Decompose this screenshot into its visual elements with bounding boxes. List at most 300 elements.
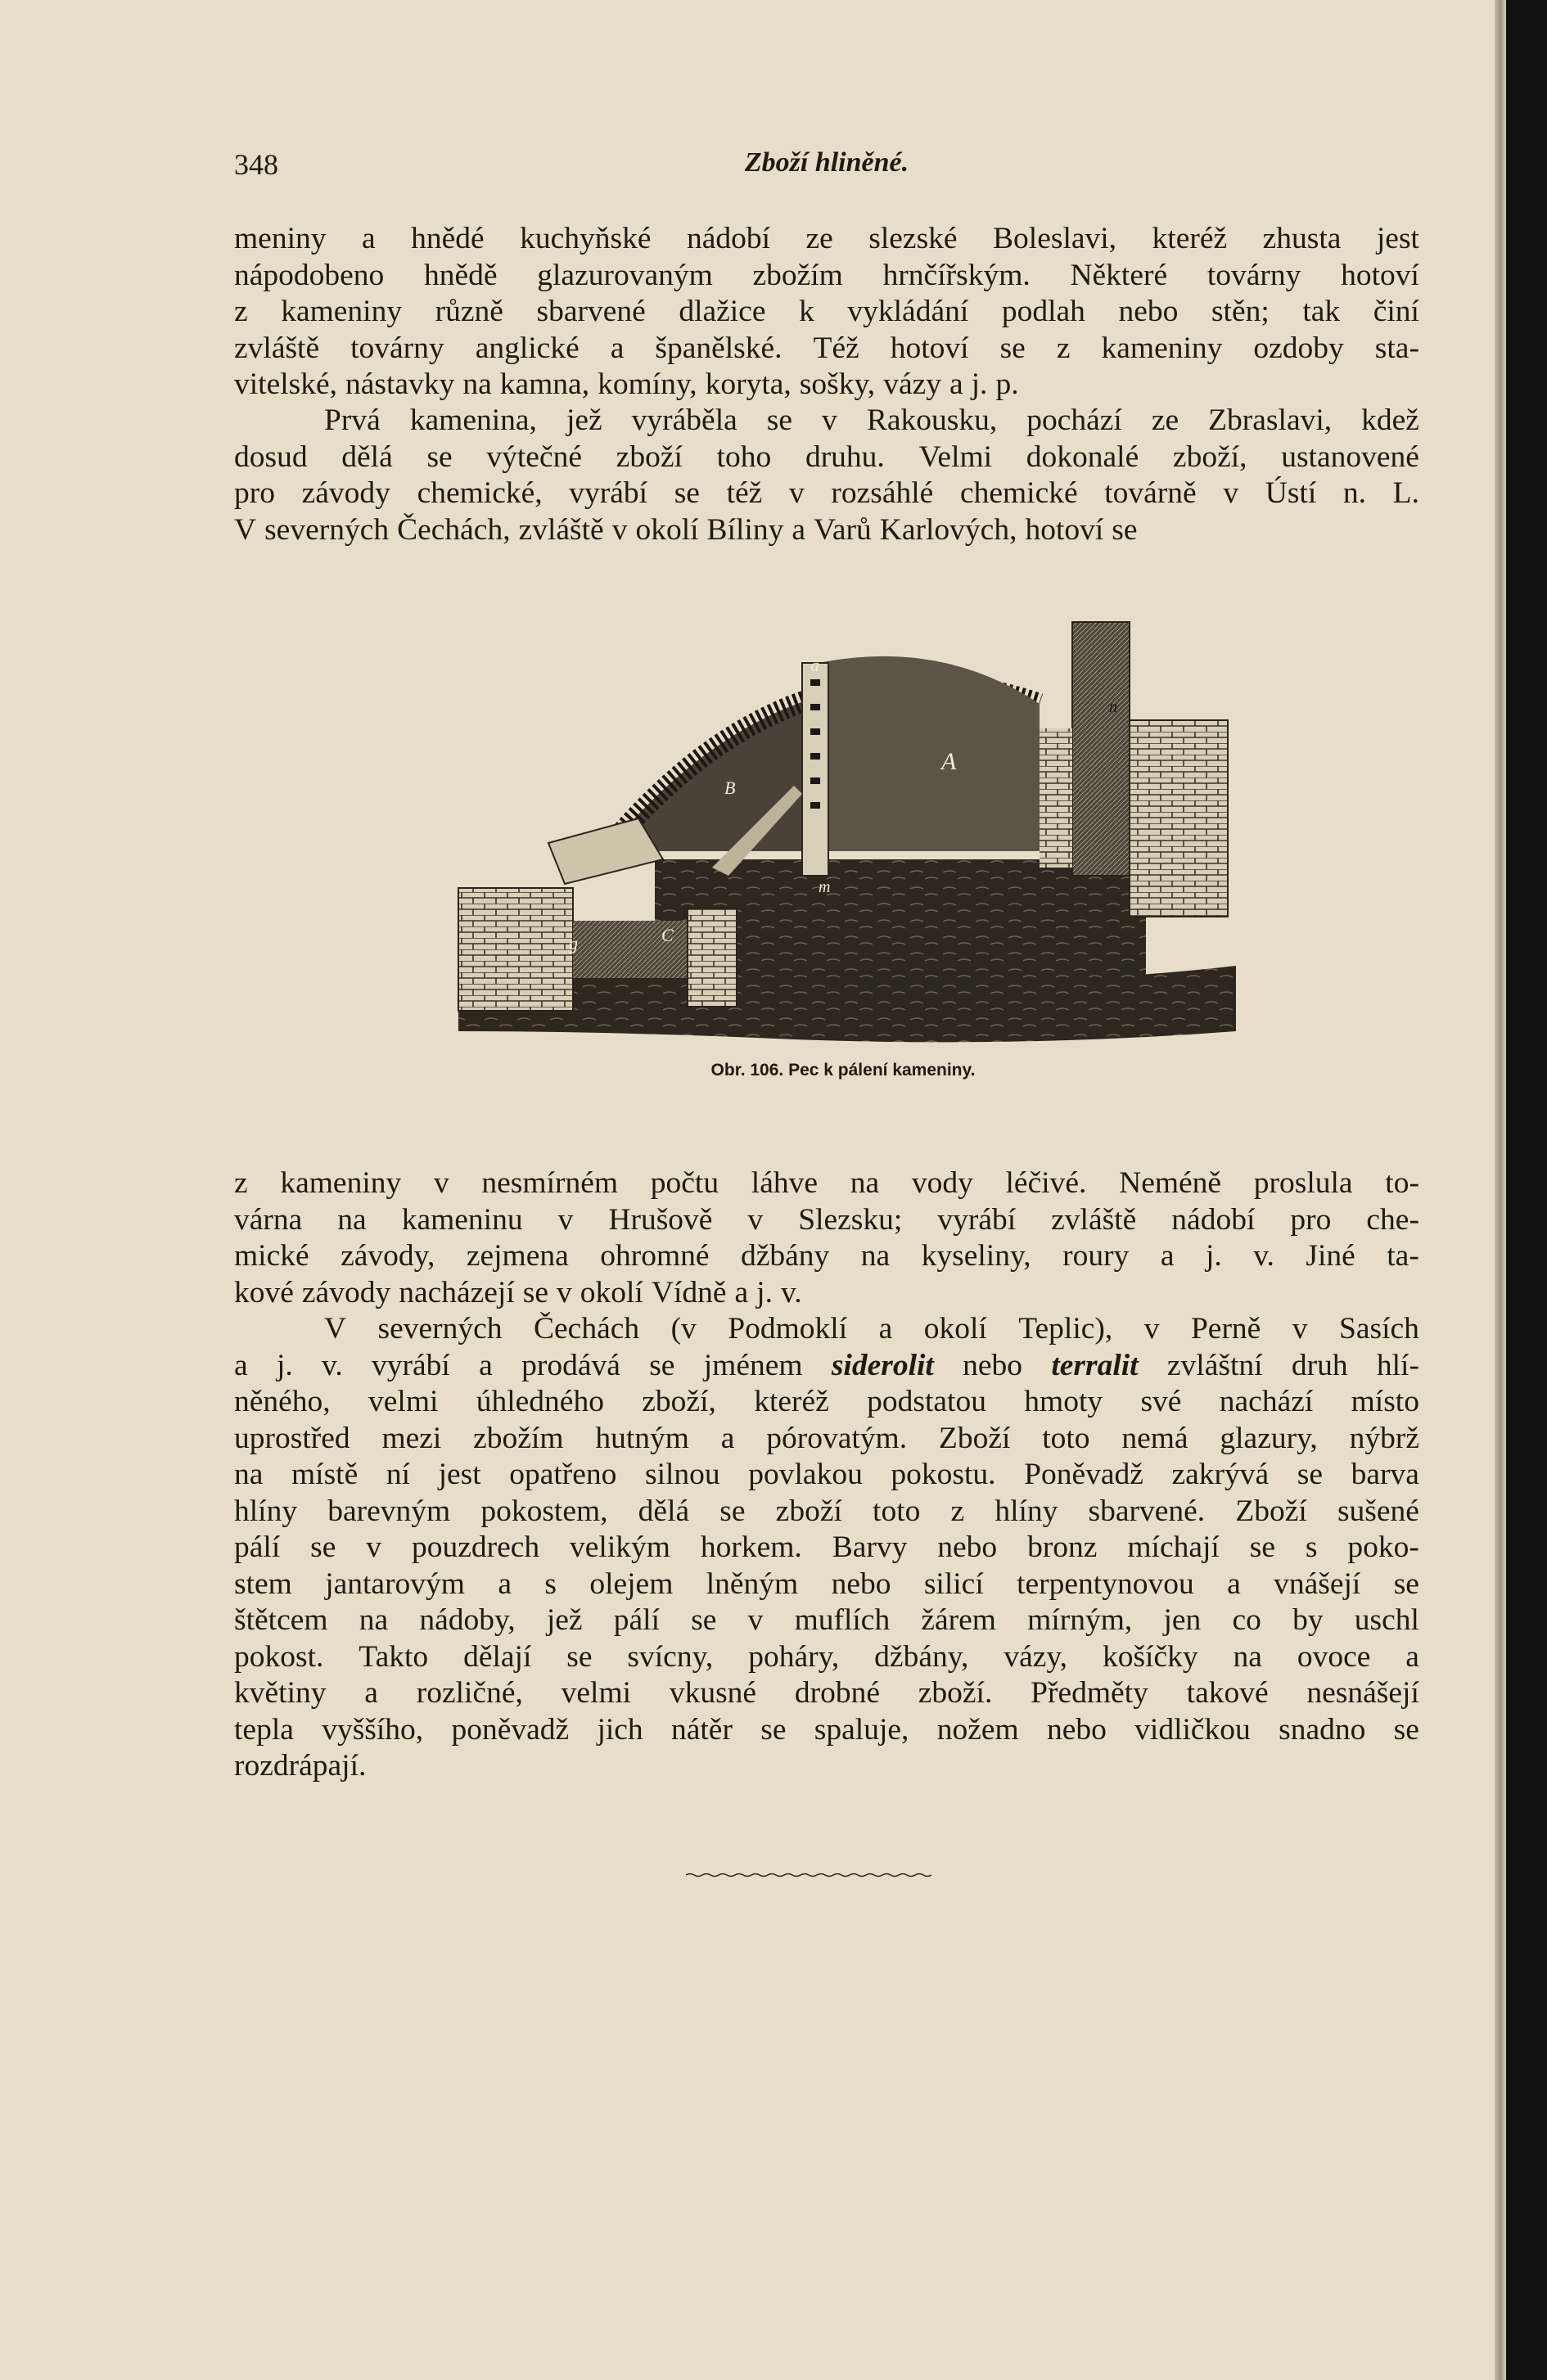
text-line — [234, 512, 1419, 549]
word: nádobí — [686, 222, 771, 255]
word: Též — [813, 331, 859, 365]
emphasized-term: terralit — [1051, 1348, 1139, 1382]
word: z — [1056, 331, 1071, 365]
word: nacházejí — [399, 1275, 515, 1309]
word: nebo — [831, 1566, 891, 1601]
word: továrny — [1206, 258, 1301, 292]
word: pro — [1290, 1202, 1332, 1237]
word: co — [1232, 1603, 1261, 1637]
word: nožem — [936, 1712, 1019, 1747]
word: továrny — [350, 331, 444, 365]
word: várna — [234, 1202, 303, 1237]
word: se — [760, 1712, 787, 1747]
word: L. — [1392, 476, 1419, 510]
word: míchají — [1127, 1530, 1220, 1564]
word: V — [234, 512, 257, 547]
word: se — [566, 1639, 593, 1674]
word: a — [792, 512, 805, 547]
word: anglické — [475, 331, 580, 365]
word: vnášejí — [1274, 1566, 1361, 1601]
page-gutter — [1495, 0, 1506, 2380]
word: Ústí — [1265, 476, 1317, 510]
page-number: 348 — [234, 148, 278, 181]
word: se — [674, 476, 700, 510]
word: dělá — [638, 1494, 690, 1528]
word: to- — [1385, 1166, 1419, 1200]
word: drobné — [794, 1676, 880, 1710]
word: velmi — [368, 1385, 439, 1418]
running-head: Zboží hliněné. — [744, 147, 909, 178]
word: výtečné — [486, 439, 582, 474]
word: nápodobeno — [234, 258, 385, 292]
word: jantarovým — [325, 1566, 465, 1601]
text-line — [234, 1675, 1419, 1712]
text-line — [234, 1348, 1419, 1385]
word: mezi — [381, 1421, 442, 1455]
word: z — [950, 1494, 965, 1528]
text-line — [234, 331, 1419, 367]
word: p. — [995, 367, 1019, 401]
word: kové — [234, 1275, 294, 1309]
word: svícny, — [627, 1639, 714, 1674]
word: sušené — [1337, 1494, 1419, 1528]
word: v — [747, 1202, 764, 1237]
book-binding-edge — [1506, 0, 1547, 2380]
word: v — [1223, 476, 1239, 510]
word: meniny — [234, 222, 327, 255]
word: zbožím — [752, 258, 843, 292]
word: vyráběla — [631, 403, 737, 437]
word: Teplic), — [1018, 1312, 1113, 1346]
text-line — [234, 1457, 1419, 1494]
word: Zbraslavi, — [1208, 403, 1333, 437]
word: sbarvené — [536, 295, 646, 328]
word: podlah — [1001, 295, 1085, 328]
word: nádoby, — [419, 1603, 516, 1637]
word: závody — [301, 476, 390, 510]
word: nesmírném — [481, 1166, 619, 1200]
word: ní — [386, 1458, 410, 1491]
word: vkusné — [669, 1676, 757, 1710]
word: spaluje, — [814, 1712, 909, 1747]
word: a — [720, 1421, 735, 1455]
word: úhledného — [476, 1385, 604, 1418]
word: Předměty — [1031, 1676, 1148, 1710]
word: vyrábí — [372, 1348, 450, 1382]
word: na — [234, 1458, 264, 1491]
word: Podmoklí — [728, 1312, 848, 1346]
word: jest — [1376, 222, 1419, 255]
word: snadno — [1279, 1712, 1366, 1747]
word: silnou — [645, 1458, 720, 1491]
word: Prvá — [324, 403, 381, 437]
word: toto — [873, 1494, 921, 1528]
word: zboží — [775, 1494, 842, 1528]
word: nýbrž — [1349, 1421, 1419, 1455]
word: a — [610, 331, 625, 365]
word: a — [361, 222, 376, 255]
word: košíčky — [1102, 1639, 1198, 1674]
figure-label-g: g — [569, 933, 578, 953]
word: se — [426, 439, 453, 474]
word: hmoty — [1024, 1385, 1103, 1418]
word: druh — [1291, 1348, 1348, 1382]
word: džbány, — [874, 1639, 969, 1674]
word: pokostem, — [480, 1494, 608, 1528]
word: a — [479, 1348, 493, 1382]
word: pro — [234, 476, 275, 510]
word: Varů — [813, 512, 872, 547]
text-line — [234, 1712, 1419, 1749]
word: továrně — [1104, 476, 1197, 510]
text-line — [234, 1602, 1419, 1639]
word: velmi — [561, 1676, 632, 1710]
word: zvláště — [234, 331, 320, 365]
word: závody, — [341, 1239, 435, 1273]
word: k — [799, 295, 814, 328]
word: Karlových, — [879, 512, 1017, 547]
word: zboží, — [1172, 439, 1247, 474]
word: pokostu. — [891, 1458, 996, 1491]
word: rozličné, — [416, 1676, 523, 1710]
word: proslula — [1253, 1166, 1353, 1200]
figure-label-A: A — [941, 748, 957, 775]
word: pochází — [1026, 403, 1122, 437]
word: v — [822, 403, 837, 437]
word: v — [747, 1603, 764, 1637]
word: a — [1227, 1566, 1241, 1601]
word: okolí — [923, 1312, 987, 1346]
word: Velmi — [918, 439, 993, 474]
word: kamna, — [499, 367, 590, 401]
word: chemické, — [417, 476, 543, 510]
word: j. — [276, 1348, 293, 1382]
word: Perně — [1190, 1312, 1261, 1346]
word: j. — [756, 1275, 773, 1309]
text-line — [234, 1275, 1419, 1312]
word: jich — [597, 1712, 643, 1747]
word: nebo — [963, 1348, 1023, 1382]
word: závody — [301, 1275, 391, 1309]
word: toto — [1042, 1421, 1090, 1455]
word: Rakousku, — [866, 403, 998, 437]
word: dosud — [234, 439, 308, 474]
word: s — [1305, 1530, 1318, 1564]
word: s — [544, 1566, 557, 1601]
text-line — [234, 258, 1419, 295]
word: počtu — [650, 1166, 719, 1200]
word: lněným — [706, 1566, 799, 1601]
end-rule-ornament — [686, 1873, 931, 1877]
word: jménem — [703, 1348, 803, 1382]
word: Zboží — [1235, 1494, 1307, 1528]
word: hotoví — [1025, 512, 1104, 547]
word: Takto — [359, 1639, 429, 1674]
word: různě — [435, 295, 503, 328]
word: na — [337, 1202, 367, 1237]
word: silicí — [923, 1566, 984, 1601]
word: jež — [546, 1603, 583, 1637]
word: poněvadž — [451, 1712, 570, 1747]
word: zboží — [616, 439, 683, 474]
word: dlažice — [679, 295, 766, 328]
word: a — [878, 1312, 893, 1346]
word: Sasích — [1338, 1312, 1419, 1346]
word: v — [433, 1166, 449, 1200]
word: okolí — [580, 1275, 643, 1309]
word: komíny, — [598, 367, 697, 401]
emphasized-term: siderolit — [831, 1348, 934, 1382]
word: v — [611, 512, 628, 547]
word: mické — [234, 1239, 309, 1273]
word: vody — [911, 1166, 973, 1200]
word: místo — [1351, 1385, 1419, 1418]
word: ohromné — [600, 1239, 710, 1273]
word: hnědé — [411, 222, 485, 255]
word: Zboží — [938, 1421, 1011, 1455]
text-line — [234, 1530, 1419, 1566]
word: kteréž — [1152, 222, 1228, 255]
word: Slezsku; — [798, 1202, 903, 1237]
figure-label-m: m — [819, 878, 831, 896]
word: květiny — [234, 1676, 327, 1710]
word: hlíny — [234, 1494, 298, 1528]
word: hutným — [595, 1421, 689, 1455]
word: se — [1112, 512, 1138, 547]
word: severných — [377, 1312, 503, 1346]
word: kamenina, — [409, 403, 537, 437]
paragraph-2 — [234, 403, 1419, 548]
word: severných — [264, 512, 390, 547]
word: koryta, — [705, 367, 792, 401]
text-line — [234, 1165, 1419, 1202]
word: barevným — [327, 1494, 451, 1528]
word: uschl — [1354, 1603, 1419, 1637]
word: na — [462, 367, 492, 401]
word: Neméně — [1119, 1166, 1222, 1200]
word: jest — [438, 1458, 481, 1491]
word: prodává — [521, 1348, 620, 1382]
word: slezské — [868, 222, 958, 255]
word: stem — [234, 1566, 292, 1601]
word: nástavky — [345, 367, 455, 401]
word: Některé — [1070, 258, 1168, 292]
text-line — [234, 1566, 1419, 1603]
word: ozdoby — [1253, 331, 1344, 365]
word: uprostřed — [234, 1421, 350, 1455]
word: rozdrápají. — [234, 1749, 367, 1783]
word: Vídně — [651, 1275, 727, 1309]
word: v — [1292, 1312, 1308, 1346]
text-line — [234, 221, 1419, 258]
text-line — [234, 1202, 1419, 1239]
word: olejem — [589, 1566, 674, 1601]
word: a — [364, 1676, 378, 1710]
word: se — [999, 331, 1026, 365]
word: na — [850, 1166, 880, 1200]
word: v — [1143, 1312, 1160, 1346]
word: zhusta — [1262, 222, 1342, 255]
word: horkem. — [700, 1530, 802, 1564]
word: j. — [1205, 1239, 1222, 1273]
word: z — [234, 295, 248, 328]
text-line — [234, 476, 1419, 512]
text-line — [234, 1494, 1419, 1530]
word: ta- — [1387, 1239, 1419, 1273]
word: nesnášejí — [1306, 1676, 1419, 1710]
word: toho — [716, 439, 772, 474]
word: džbány — [740, 1239, 830, 1273]
word: v — [788, 476, 805, 510]
word: terpentynovou — [1017, 1566, 1194, 1601]
word: nebo — [937, 1530, 998, 1564]
word: chemické — [959, 476, 1078, 510]
word: jež — [566, 403, 602, 437]
paragraph-1 — [234, 221, 1419, 403]
word: se — [310, 1530, 336, 1564]
figure-label-a: a — [810, 655, 819, 675]
word: glazury, — [1220, 1421, 1318, 1455]
word: se — [691, 1603, 717, 1637]
word: pouzdrech — [411, 1530, 540, 1564]
word: kteréž — [754, 1385, 829, 1418]
word: se — [766, 403, 793, 437]
word: láhve — [751, 1166, 818, 1200]
word: Jiné — [1306, 1239, 1355, 1273]
text-line — [234, 1421, 1419, 1458]
word: velikým — [570, 1530, 670, 1564]
word: tepla — [234, 1712, 294, 1747]
word: druhu. — [805, 439, 885, 474]
word: a — [949, 367, 963, 401]
word: vyššího, — [322, 1712, 424, 1747]
word: n. — [1342, 476, 1367, 510]
word: dělá — [341, 439, 393, 474]
text-line — [234, 1311, 1419, 1348]
word: zakrývá — [1171, 1458, 1270, 1491]
word: vidličkou — [1134, 1712, 1251, 1747]
word: opatřeno — [509, 1458, 617, 1491]
word: pórovatým. — [766, 1421, 908, 1455]
word: kuchyňské — [520, 222, 652, 255]
word: místě — [291, 1458, 359, 1491]
word: hlí- — [1376, 1348, 1419, 1382]
word: jen — [1163, 1603, 1202, 1637]
word: V — [324, 1312, 347, 1346]
word: hnědě — [424, 258, 498, 292]
word: se — [649, 1348, 675, 1382]
figure-caption: Obr. 106. Pec k pálení kameniny. — [710, 1061, 976, 1080]
text-line — [234, 1639, 1419, 1676]
word: se — [1297, 1458, 1324, 1491]
word: j. — [971, 367, 988, 401]
word: na — [359, 1603, 389, 1637]
word: vyrábí — [569, 476, 648, 510]
word: zvláště — [1051, 1202, 1137, 1237]
word: léčivé. — [1005, 1166, 1087, 1200]
word: své — [1140, 1385, 1182, 1418]
word: Čechách — [534, 1312, 640, 1346]
word: se — [1393, 1566, 1419, 1601]
word: a — [1405, 1639, 1419, 1674]
word: sošky, — [799, 367, 876, 401]
text-line — [234, 367, 1419, 403]
word: glazurovaným — [537, 258, 713, 292]
word: dokonalé — [1026, 439, 1139, 474]
word: (v — [670, 1312, 697, 1346]
word: poko- — [1347, 1530, 1419, 1564]
word: a — [734, 1275, 749, 1309]
word: bronz — [1027, 1530, 1098, 1564]
word: nemá — [1121, 1421, 1188, 1455]
word: pálí — [613, 1603, 660, 1637]
word: v. — [1253, 1239, 1274, 1273]
word: tak — [1302, 295, 1341, 328]
word: nebo — [1046, 1712, 1107, 1747]
word: a — [234, 1348, 248, 1382]
word: by — [1292, 1603, 1324, 1637]
word: vázy, — [1004, 1639, 1068, 1674]
word: okolí — [635, 512, 699, 547]
word: nádobí — [1171, 1202, 1256, 1237]
paragraph-4 — [234, 1311, 1419, 1785]
word: v. — [322, 1348, 343, 1382]
word: nachází — [1219, 1385, 1314, 1418]
word: povlakou — [748, 1458, 863, 1491]
word: v. — [780, 1275, 802, 1309]
word: v — [557, 1275, 572, 1309]
word: barva — [1351, 1458, 1419, 1491]
text-line — [234, 439, 1419, 476]
word: na — [1233, 1639, 1262, 1674]
word: podstatou — [867, 1385, 986, 1418]
text-line — [234, 1748, 1419, 1785]
word: se — [1393, 1712, 1419, 1747]
word: hrnčířským. — [882, 258, 1031, 292]
word: ze — [805, 222, 833, 255]
word: v — [557, 1202, 574, 1237]
word: zboží, — [642, 1385, 716, 1418]
word: muflích — [794, 1603, 891, 1637]
word: sbarvené. — [1088, 1494, 1206, 1528]
word: se — [1249, 1530, 1275, 1564]
figure-label-n: n — [1109, 698, 1117, 716]
word: pokost. — [234, 1639, 324, 1674]
word: zvláštní — [1166, 1348, 1263, 1382]
text-line — [234, 1238, 1419, 1275]
word: Čechách, — [397, 512, 511, 547]
word: zvláště — [518, 512, 604, 547]
word: nátěr — [670, 1712, 733, 1747]
word: ovoce — [1297, 1639, 1371, 1674]
word: žárem — [921, 1603, 996, 1637]
text-line — [234, 403, 1419, 439]
word: hotoví — [1341, 258, 1419, 292]
word: Hrušově — [608, 1202, 713, 1237]
word: ustanovené — [1281, 439, 1419, 474]
word: rozsáhlé — [831, 476, 934, 510]
word: vitelské, — [234, 367, 338, 401]
word: a — [1160, 1239, 1175, 1273]
word: na — [860, 1239, 891, 1273]
word: kameniny — [1101, 331, 1223, 365]
word: sta- — [1374, 331, 1419, 365]
word: něného, — [234, 1385, 331, 1418]
text-line — [234, 294, 1419, 331]
word: vykládání — [847, 295, 969, 328]
word: a — [498, 1566, 512, 1601]
paragraph-3 — [234, 1165, 1419, 1311]
